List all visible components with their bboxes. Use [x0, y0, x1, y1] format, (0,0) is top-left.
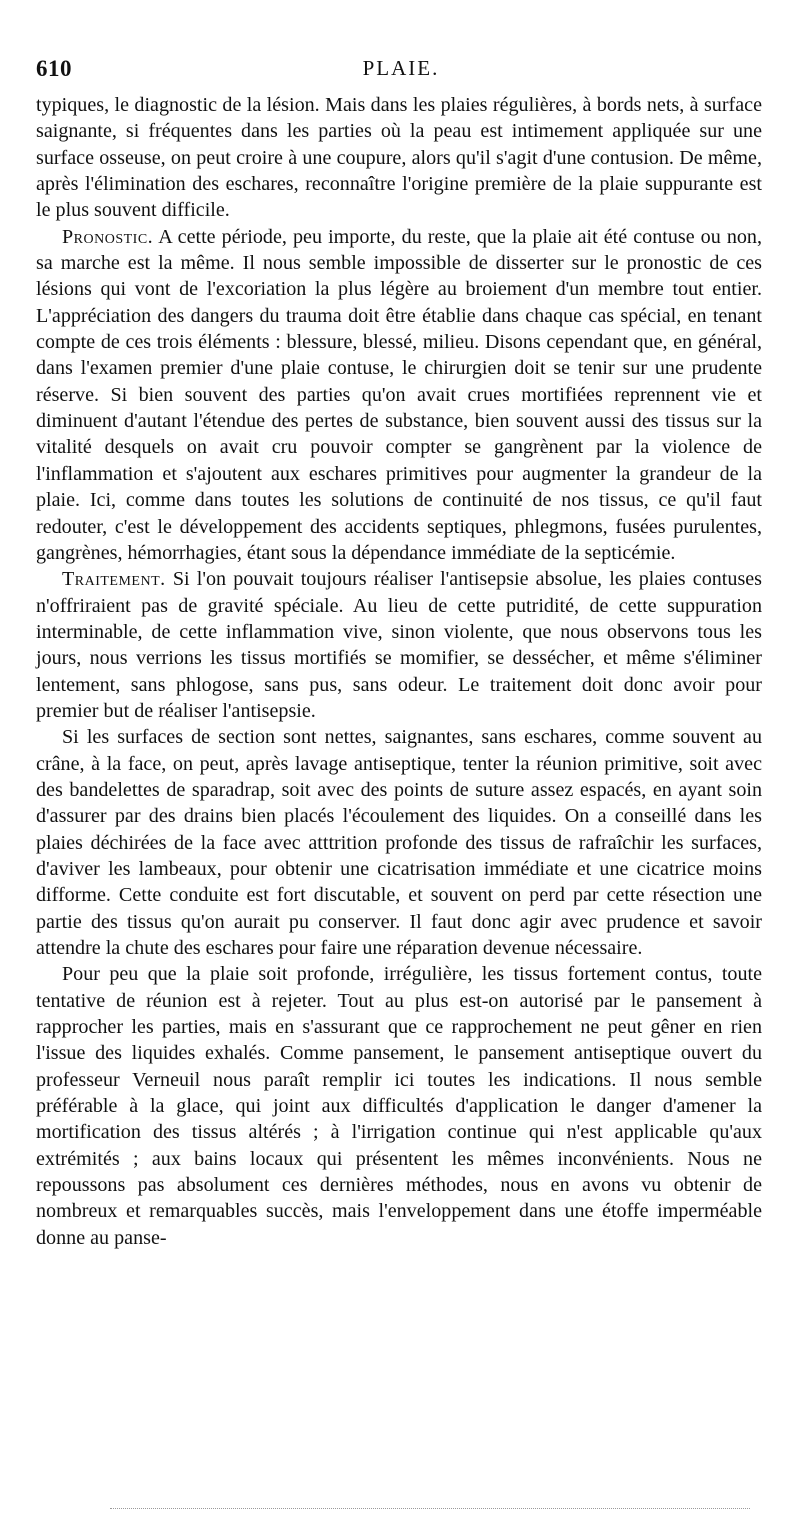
paragraph-text: Si les surfaces de section sont nettes, saignantes, sans eschares, comme souvent au crâne, à la face, on peut, après lavage antiseptique, tenter la réunion primitive, soit avec des bandelettes de sparadrap, soit avec des points de suture assez espacés, en ayant soin d'assurer par des drains bien placés l'écoulement des liquides. On a conseillé dans les plaies déchirées de la face avec atttrition profonde des tissus de rafraîchir les surfaces, d'aviver les lambeaux, pour obtenir une cicatrisation immédiate et une cicatrice moins difforme. Cette conduite est fort discutable, et souvent on perd par cette résection une partie des tissus qu'on aurait pu conserver. Il faut donc agir avec prudence et savoir attendre la chute des eschares pour faire une réparation devenue nécessaire.: [36, 726, 762, 959]
paragraph-text: Pour peu que la plaie soit profonde, irrégulière, les tissus fortement contus, toute tentative de réunion est à rejeter. Tout au plus est-on autorisé par le pansement à rapprocher les parties, mais en s'assurant que ce rapprochement ne peut gêner en rien l'issue des liquides exhalés. Comme pansement, le pansement antiseptique ouvert du professeur Verneuil nous paraît remplir ici toutes les indications. Il nous semble préférable à la glace, qui joint aux difficultés d'application le danger d'amener la mortification des tissus altérés ; à l'irrigation continue qui n'est applicable qu'aux extrémités ; aux bains locaux qui présentent les mêmes inconvénients. Nous ne repoussons pas absolument ces dernières méthodes, nous en avons vu obtenir de nombreux et remarquables succès, mais l'enveloppement dans une étoffe imperméable donne au panse-: [36, 963, 762, 1249]
page-number: 610: [36, 56, 72, 81]
footer-dotted-rule: [110, 1508, 750, 1509]
section-heading-traitement: Traitement.: [62, 568, 166, 591]
paragraph-text: Si l'on pouvait toujours réaliser l'antisepsie absolue, les plaies contuses n'offriraient pas de gravité spéciale. Au lieu de cette putridité, de cette suppuration interminable, de cette inflammation vive, sinon violente, que nous observons tous les jours, nous verrions les tissus mortifiés se momifier, se dessécher, et même s'éliminer lentement, sans phlogose, sans pus, sans odeur. Le traitement doit donc avoir pour premier but de réaliser l'antisepsie.: [36, 568, 762, 722]
page-header: [36, 56, 766, 88]
paragraph-text: typiques, le diagnostic de la lésion. Mais dans les plaies régulières, à bords nets, à surface saignante, si fréquentes dans les parties où la peau est intimement appliquée sur une surface osseuse, on peut croire à une coupure, alors qu'il s'agit d'une contusion. De même, après l'élimination des eschares, reconnaître l'origine première de la plaie suppurante est le plus souvent difficile.: [36, 94, 762, 222]
paragraph-diagnostic-continuation: [36, 92, 762, 224]
paragraph-plaie-profonde: [36, 961, 762, 1251]
section-heading-pronostic: Pronostic.: [62, 225, 154, 248]
paragraph-text: A cette période, peu importe, du reste, que la plaie ait été contuse ou non, sa marche est la même. Il nous semble impossible de disserter sur le pronostic de ces lésions qui vont de l'excoriation la plus légère au broiement d'un membre tout entier. L'appréciation des dangers du trauma doit être établie dans chaque cas spécial, en tenant compte de ces trois éléments : blessure, blessé, milieu. Disons cependant que, en général, dans l'examen premier d'une plaie contuse, le chirurgien doit se tenir sur une prudente réserve. Si bien souvent des parties qu'on avait crues mortifiées reprennent vie et diminuent d'autant l'étendue des pertes de substance, bien souvent aussi des tissus sur la vitalité desquels on avait cru pouvoir compter se gangrènent par la violence de l'inflammation et s'ajoutent aux eschares primitives pour augmenter la grandeur de la plaie. Ici, comme dans toutes les solutions de continuité de nos tissus, ce qu'il faut redouter, c'est le développement des accidents septiques, phlegmons, fusées purulentes, gangrènes, hémorrhagies, étant sous la dépendance immédiate de la septicémie.: [36, 225, 762, 564]
paragraph-traitement: [36, 566, 762, 724]
body-text: [36, 92, 762, 1251]
paragraph-pronostic: [36, 224, 762, 566]
running-title: PLAIE.: [362, 56, 440, 80]
paragraph-surfaces-de-section: [36, 724, 762, 961]
